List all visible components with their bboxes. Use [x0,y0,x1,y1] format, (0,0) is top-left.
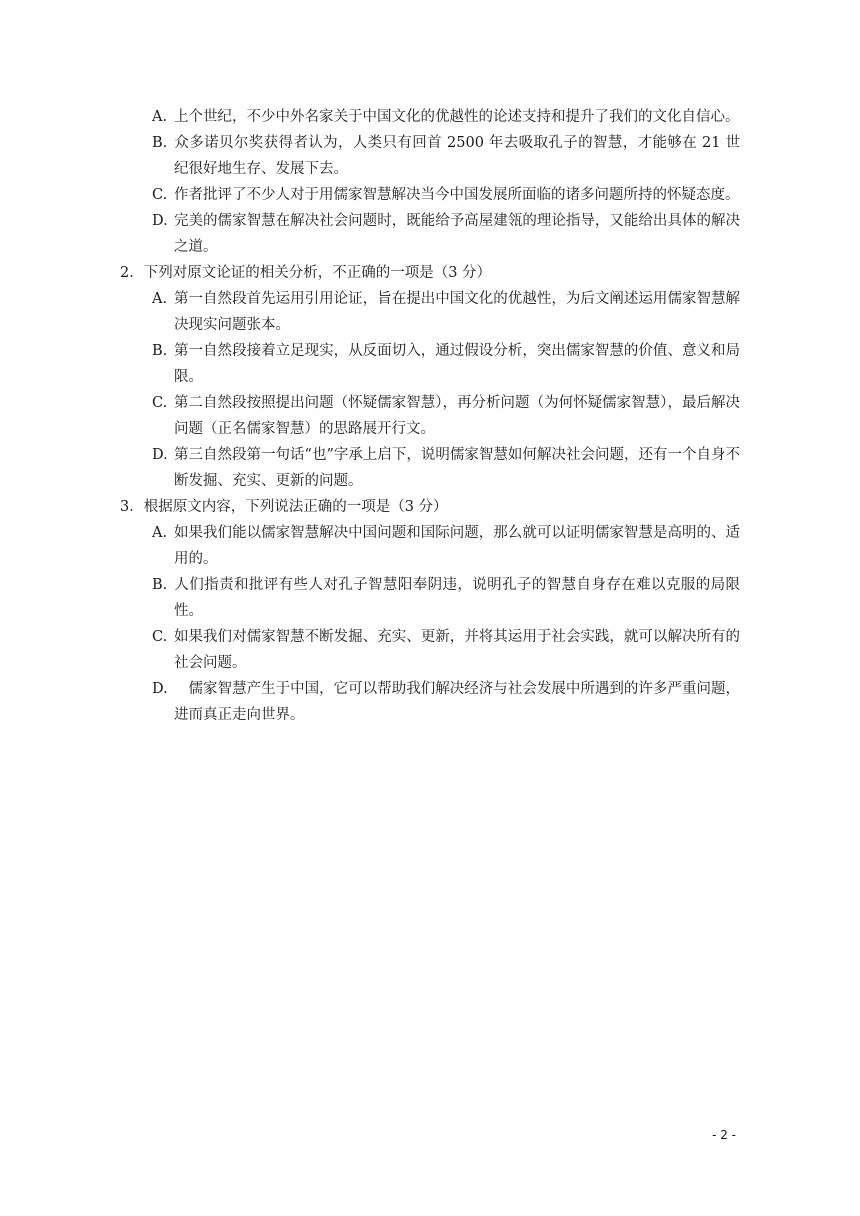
option-text: 第一自然段接着立足现实，从反面切入，通过假设分析，突出儒家智慧的价值、意义和局限。 [174,343,740,385]
option-b [120,338,740,390]
question-3 [120,494,740,728]
option-label: B. [152,135,168,151]
option-text: 众多诺贝尔奖获得者认为，人类只有回首 2500 年去吸取孔子的智慧，才能够在 21 世纪很好地生存、发展下去。 [174,135,740,177]
option-a [120,520,740,572]
option-label: D. [152,213,168,229]
option-text: 完美的儒家智慧在解决社会问题时，既能给予高屋建瓴的理论指导，又能给出具体的解决之道。 [174,213,740,255]
question-stem: 2．下列对原文论证的相关分析，不正确的一项是（3 分） [120,265,492,281]
option-text: 第一自然段首先运用引用论证，旨在提出中国文化的优越性，为后文阐述运用儒家智慧解决现实问题张本。 [174,291,740,333]
option-label: B. [152,577,168,593]
option-text: 第三自然段第一句话“也”字承上启下，说明儒家智慧如何解决社会问题，还有一个自身不断发掘、充实、更新的问题。 [174,447,740,489]
option-label: A. [152,109,168,125]
option-label: A. [152,525,168,541]
option-label: A. [152,291,168,307]
option-label: D. [152,447,168,463]
option-label: C. [152,629,168,645]
option-c [120,390,740,442]
question-stem: 3．根据原文内容，下列说法正确的一项是（3 分） [120,499,448,515]
option-c [120,624,740,676]
question-2 [120,260,740,494]
option-label: C. [152,187,168,203]
option-d [120,442,740,494]
option-label: B. [152,343,168,359]
option-a [120,286,740,338]
option-d [120,676,740,728]
option-b [120,572,740,624]
option-label: D. [152,681,168,697]
option-text: 如果我们能以儒家智慧解决中国问题和国际问题，那么就可以证明儒家智慧是高明的、适用的。 [174,525,740,567]
option-d [120,208,740,260]
option-text: 第二自然段按照提出问题（怀疑儒家智慧），再分析问题（为何怀疑儒家智慧），最后解决问题（正名儒家智慧）的思路展开行文。 [174,395,740,437]
option-text: 人们指责和批评有些人对孔子智慧阳奉阴违，说明孔子的智慧自身存在难以克服的局限性。 [174,577,740,619]
option-b [120,130,740,182]
option-text: 上个世纪，不少中外名家关于中国文化的优越性的论述支持和提升了我们的文化自信心。 [174,109,740,125]
option-c [120,182,740,208]
page-content [120,104,740,728]
option-label: C. [152,395,168,411]
page-number: - 2 - [712,1128,736,1142]
option-text: 如果我们对儒家智慧不断发掘、充实、更新，并将其运用于社会实践，就可以解决所有的社会问题。 [174,629,740,671]
option-a [120,104,740,130]
option-text: 作者批评了不少人对于用儒家智慧解决当今中国发展所面临的诸多问题所持的怀疑态度。 [174,187,740,203]
prev-question-options [120,104,740,260]
option-text: 儒家智慧产生于中国，它可以帮助我们解决经济与社会发展中所遇到的许多严重问题，进而真正走向世界。 [174,681,740,723]
